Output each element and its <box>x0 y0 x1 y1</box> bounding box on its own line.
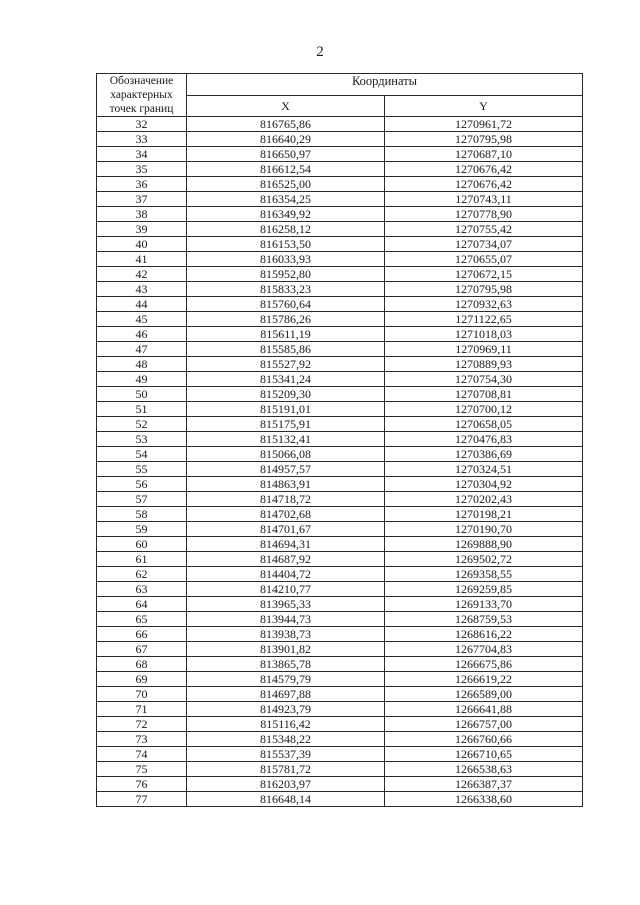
point-number-cell: 54 <box>97 447 187 462</box>
table-row <box>97 747 583 762</box>
x-coordinate-cell: 814863,91 <box>187 477 385 492</box>
table-row <box>97 597 583 612</box>
x-coordinate-cell: 816525,00 <box>187 177 385 192</box>
coordinates-table <box>96 73 583 807</box>
table-row <box>97 372 583 387</box>
y-coordinate-cell: 1266338,60 <box>385 792 583 807</box>
y-coordinate-cell: 1270386,69 <box>385 447 583 462</box>
y-coordinate-cell: 1270932,63 <box>385 297 583 312</box>
point-number-cell: 71 <box>97 702 187 717</box>
x-coordinate-cell: 816033,93 <box>187 252 385 267</box>
table-row <box>97 642 583 657</box>
table-row <box>97 507 583 522</box>
table-row <box>97 252 583 267</box>
point-number-cell: 41 <box>97 252 187 267</box>
y-coordinate-cell: 1270198,21 <box>385 507 583 522</box>
x-coordinate-cell: 815191,01 <box>187 402 385 417</box>
x-coordinate-cell: 813901,82 <box>187 642 385 657</box>
point-number-cell: 68 <box>97 657 187 672</box>
table-row <box>97 537 583 552</box>
point-number-cell: 53 <box>97 432 187 447</box>
x-coordinate-cell: 814718,72 <box>187 492 385 507</box>
x-coordinate-cell: 815786,26 <box>187 312 385 327</box>
y-coordinate-cell: 1266641,88 <box>385 702 583 717</box>
point-number-cell: 73 <box>97 732 187 747</box>
x-coordinate-cell: 816258,12 <box>187 222 385 237</box>
point-number-cell: 46 <box>97 327 187 342</box>
x-coordinate-cell: 815952,80 <box>187 267 385 282</box>
x-coordinate-cell: 815348,22 <box>187 732 385 747</box>
table-row <box>97 207 583 222</box>
point-number-cell: 76 <box>97 777 187 792</box>
x-coordinate-cell: 814923,79 <box>187 702 385 717</box>
point-number-cell: 59 <box>97 522 187 537</box>
x-axis-header: X <box>187 95 385 117</box>
table-row <box>97 687 583 702</box>
table-row <box>97 582 583 597</box>
table-row <box>97 342 583 357</box>
y-coordinate-cell: 1266675,86 <box>385 657 583 672</box>
table-row <box>97 777 583 792</box>
x-coordinate-cell: 815527,92 <box>187 357 385 372</box>
point-number-cell: 62 <box>97 567 187 582</box>
point-number-cell: 56 <box>97 477 187 492</box>
x-coordinate-cell: 813938,73 <box>187 627 385 642</box>
table-row <box>97 567 583 582</box>
point-number-cell: 42 <box>97 267 187 282</box>
point-number-cell: 44 <box>97 297 187 312</box>
table-row <box>97 762 583 777</box>
point-number-cell: 40 <box>97 237 187 252</box>
table-row <box>97 717 583 732</box>
table-row <box>97 657 583 672</box>
y-coordinate-cell: 1266619,22 <box>385 672 583 687</box>
table-row <box>97 177 583 192</box>
y-coordinate-cell: 1270754,30 <box>385 372 583 387</box>
table-row <box>97 222 583 237</box>
table-header <box>97 74 583 117</box>
y-coordinate-cell: 1270889,93 <box>385 357 583 372</box>
header-row <box>97 74 583 96</box>
x-coordinate-cell: 814579,79 <box>187 672 385 687</box>
y-coordinate-cell: 1270743,11 <box>385 192 583 207</box>
table-row <box>97 282 583 297</box>
y-coordinate-cell: 1270708,81 <box>385 387 583 402</box>
point-number-cell: 35 <box>97 162 187 177</box>
point-number-cell: 55 <box>97 462 187 477</box>
x-coordinate-cell: 814701,67 <box>187 522 385 537</box>
y-coordinate-cell: 1269888,90 <box>385 537 583 552</box>
table-row <box>97 162 583 177</box>
x-coordinate-cell: 814404,72 <box>187 567 385 582</box>
y-coordinate-cell: 1270676,42 <box>385 162 583 177</box>
x-coordinate-cell: 816153,50 <box>187 237 385 252</box>
point-number-cell: 75 <box>97 762 187 777</box>
point-number-cell: 50 <box>97 387 187 402</box>
table-row <box>97 132 583 147</box>
point-number-cell: 60 <box>97 537 187 552</box>
y-coordinate-cell: 1270676,42 <box>385 177 583 192</box>
x-coordinate-cell: 815209,30 <box>187 387 385 402</box>
point-number-cell: 72 <box>97 717 187 732</box>
y-coordinate-cell: 1270190,70 <box>385 522 583 537</box>
y-coordinate-cell: 1270795,98 <box>385 282 583 297</box>
point-number-cell: 39 <box>97 222 187 237</box>
x-coordinate-cell: 816612,54 <box>187 162 385 177</box>
point-number-cell: 32 <box>97 117 187 132</box>
point-number-cell: 67 <box>97 642 187 657</box>
coordinates-header: Координаты <box>187 74 583 96</box>
table-row <box>97 462 583 477</box>
table-row <box>97 192 583 207</box>
y-coordinate-cell: 1268759,53 <box>385 612 583 627</box>
x-coordinate-cell: 814210,77 <box>187 582 385 597</box>
x-coordinate-cell: 816765,86 <box>187 117 385 132</box>
y-coordinate-cell: 1271018,03 <box>385 327 583 342</box>
table-row <box>97 432 583 447</box>
table-row <box>97 732 583 747</box>
y-coordinate-cell: 1266589,00 <box>385 687 583 702</box>
point-number-cell: 64 <box>97 597 187 612</box>
point-number-cell: 77 <box>97 792 187 807</box>
x-coordinate-cell: 813865,78 <box>187 657 385 672</box>
y-coordinate-cell: 1270969,11 <box>385 342 583 357</box>
point-number-cell: 37 <box>97 192 187 207</box>
y-coordinate-cell: 1270795,98 <box>385 132 583 147</box>
point-number-cell: 34 <box>97 147 187 162</box>
point-number-cell: 61 <box>97 552 187 567</box>
point-number-cell: 45 <box>97 312 187 327</box>
y-coordinate-cell: 1266538,63 <box>385 762 583 777</box>
y-coordinate-cell: 1270324,51 <box>385 462 583 477</box>
table-row <box>97 672 583 687</box>
y-coordinate-cell: 1270778,90 <box>385 207 583 222</box>
y-coordinate-cell: 1271122,65 <box>385 312 583 327</box>
x-coordinate-cell: 815132,41 <box>187 432 385 447</box>
point-designation-header: Обозначение характерных точек границ <box>97 74 187 117</box>
x-coordinate-cell: 816648,14 <box>187 792 385 807</box>
x-coordinate-cell: 816349,92 <box>187 207 385 222</box>
point-number-cell: 66 <box>97 627 187 642</box>
point-number-cell: 58 <box>97 507 187 522</box>
y-coordinate-cell: 1270961,72 <box>385 117 583 132</box>
table-row <box>97 402 583 417</box>
y-coordinate-cell: 1270687,10 <box>385 147 583 162</box>
point-number-cell: 36 <box>97 177 187 192</box>
table-row <box>97 792 583 807</box>
page-number: 2 <box>316 44 324 60</box>
point-number-cell: 70 <box>97 687 187 702</box>
x-coordinate-cell: 815585,86 <box>187 342 385 357</box>
x-coordinate-cell: 815833,23 <box>187 282 385 297</box>
x-coordinate-cell: 815537,39 <box>187 747 385 762</box>
x-coordinate-cell: 814702,68 <box>187 507 385 522</box>
x-coordinate-cell: 816354,25 <box>187 192 385 207</box>
point-number-cell: 38 <box>97 207 187 222</box>
y-coordinate-cell: 1266760,66 <box>385 732 583 747</box>
y-coordinate-cell: 1268616,22 <box>385 627 583 642</box>
table-row <box>97 627 583 642</box>
table-row <box>97 297 583 312</box>
point-number-cell: 52 <box>97 417 187 432</box>
point-number-cell: 51 <box>97 402 187 417</box>
point-number-cell: 65 <box>97 612 187 627</box>
table-row <box>97 327 583 342</box>
point-number-cell: 33 <box>97 132 187 147</box>
point-number-cell: 47 <box>97 342 187 357</box>
table-row <box>97 387 583 402</box>
y-coordinate-cell: 1270304,92 <box>385 477 583 492</box>
y-axis-header: Y <box>385 95 583 117</box>
table-row <box>97 267 583 282</box>
x-coordinate-cell: 815341,24 <box>187 372 385 387</box>
table-row <box>97 702 583 717</box>
y-coordinate-cell: 1266757,00 <box>385 717 583 732</box>
x-coordinate-cell: 815066,08 <box>187 447 385 462</box>
x-coordinate-cell: 815175,91 <box>187 417 385 432</box>
y-coordinate-cell: 1266710,65 <box>385 747 583 762</box>
table-row <box>97 117 583 132</box>
y-coordinate-cell: 1270202,43 <box>385 492 583 507</box>
point-number-cell: 74 <box>97 747 187 762</box>
y-coordinate-cell: 1266387,37 <box>385 777 583 792</box>
table-row <box>97 552 583 567</box>
table-row <box>97 312 583 327</box>
y-coordinate-cell: 1270700,12 <box>385 402 583 417</box>
table-row <box>97 357 583 372</box>
x-coordinate-cell: 815760,64 <box>187 297 385 312</box>
table-row <box>97 447 583 462</box>
y-coordinate-cell: 1269358,55 <box>385 567 583 582</box>
x-coordinate-cell: 816203,97 <box>187 777 385 792</box>
y-coordinate-cell: 1270755,42 <box>385 222 583 237</box>
x-coordinate-cell: 813965,33 <box>187 597 385 612</box>
point-number-cell: 48 <box>97 357 187 372</box>
y-coordinate-cell: 1269502,72 <box>385 552 583 567</box>
y-coordinate-cell: 1269259,85 <box>385 582 583 597</box>
y-coordinate-cell: 1270672,15 <box>385 267 583 282</box>
table-row <box>97 492 583 507</box>
x-coordinate-cell: 815116,42 <box>187 717 385 732</box>
point-number-cell: 49 <box>97 372 187 387</box>
table-row <box>97 147 583 162</box>
point-number-cell: 69 <box>97 672 187 687</box>
x-coordinate-cell: 814687,92 <box>187 552 385 567</box>
table-row <box>97 612 583 627</box>
x-coordinate-cell: 815781,72 <box>187 762 385 777</box>
x-coordinate-cell: 813944,73 <box>187 612 385 627</box>
x-coordinate-cell: 816640,29 <box>187 132 385 147</box>
y-coordinate-cell: 1267704,83 <box>385 642 583 657</box>
x-coordinate-cell: 816650,97 <box>187 147 385 162</box>
point-number-cell: 43 <box>97 282 187 297</box>
table-row <box>97 477 583 492</box>
y-coordinate-cell: 1269133,70 <box>385 597 583 612</box>
table-row <box>97 417 583 432</box>
x-coordinate-cell: 814957,57 <box>187 462 385 477</box>
x-coordinate-cell: 815611,19 <box>187 327 385 342</box>
table-row <box>97 237 583 252</box>
point-number-cell: 57 <box>97 492 187 507</box>
table-row <box>97 522 583 537</box>
table-body <box>97 117 583 807</box>
y-coordinate-cell: 1270655,07 <box>385 252 583 267</box>
x-coordinate-cell: 814694,31 <box>187 537 385 552</box>
y-coordinate-cell: 1270734,07 <box>385 237 583 252</box>
y-coordinate-cell: 1270476,83 <box>385 432 583 447</box>
point-number-cell: 63 <box>97 582 187 597</box>
x-coordinate-cell: 814697,88 <box>187 687 385 702</box>
y-coordinate-cell: 1270658,05 <box>385 417 583 432</box>
